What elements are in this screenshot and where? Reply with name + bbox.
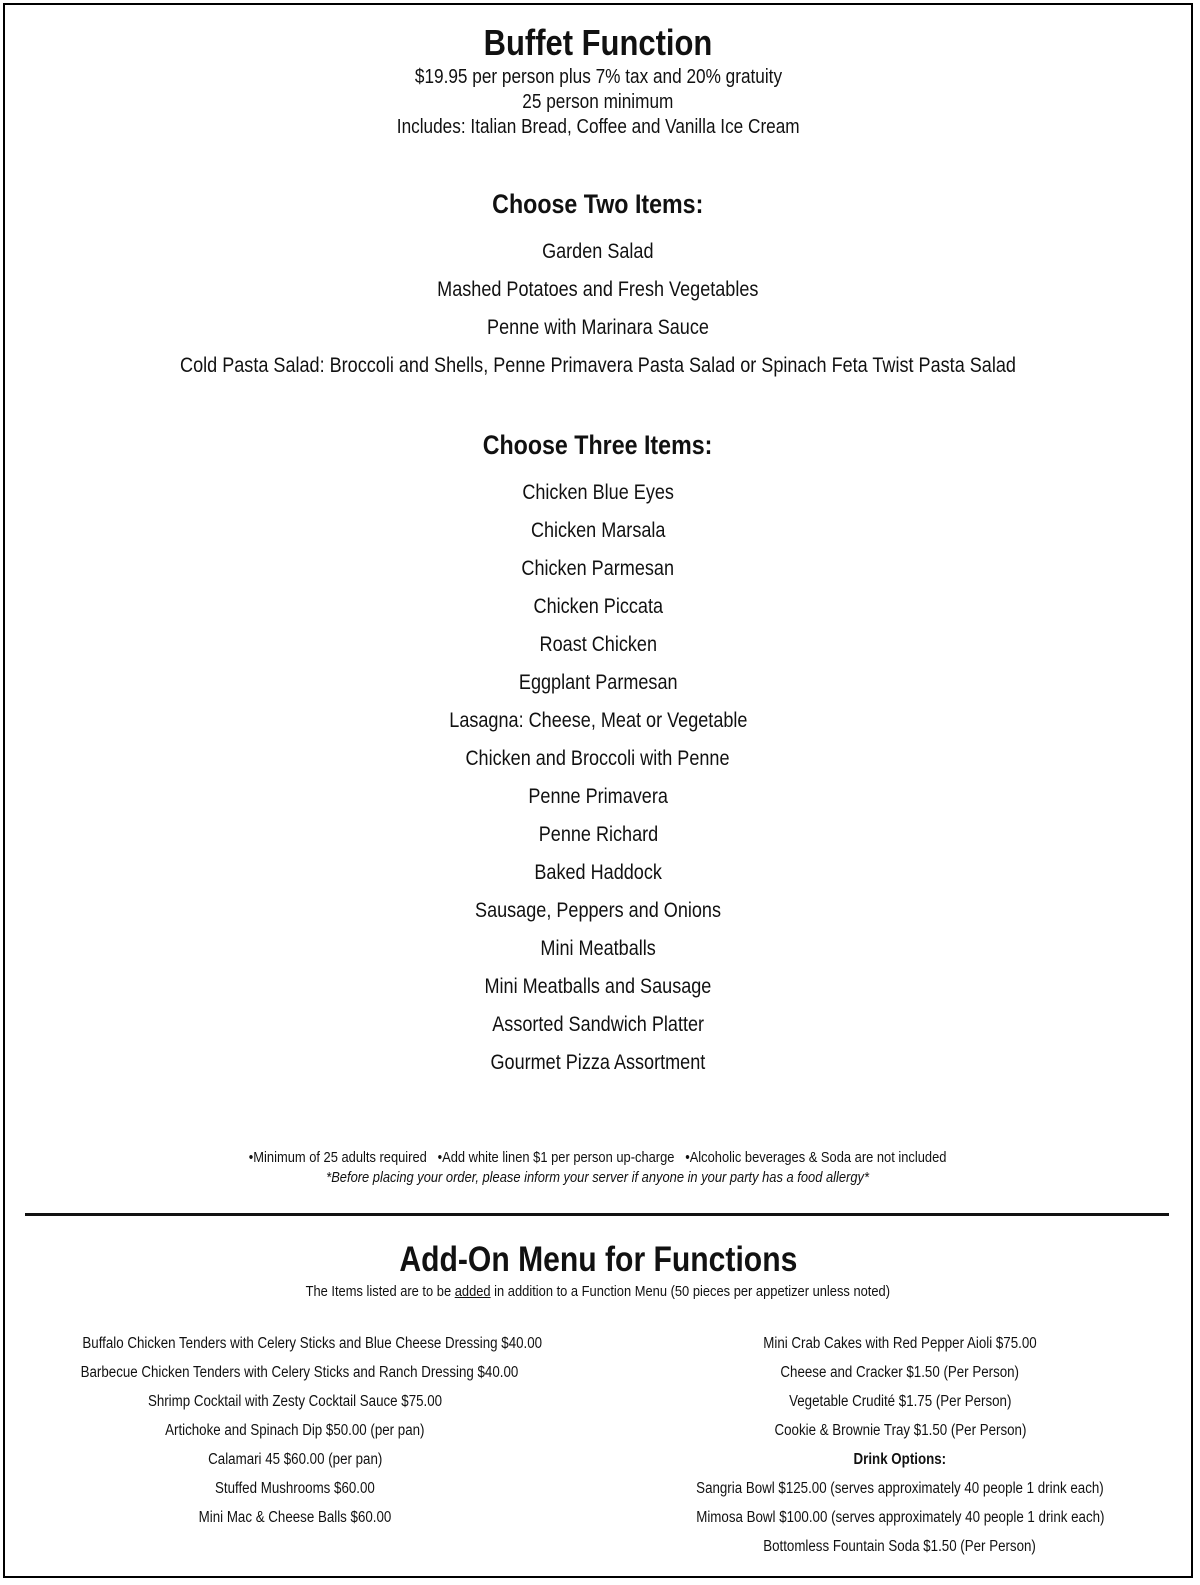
choose-three-item: Roast Chicken xyxy=(539,633,657,656)
choose-three-item: Chicken and Broccoli with Penne xyxy=(465,747,731,770)
choose-three-item: Lasagna: Cheese, Meat or Vegetable xyxy=(448,709,748,732)
choose-two-item: Mashed Potatoes and Fresh Vegetables xyxy=(437,278,759,301)
choose-three-item: Eggplant Parmesan xyxy=(518,671,678,694)
addon-item: Artichoke and Spinach Dip $50.00 (per pan) xyxy=(165,1422,425,1439)
choose-three-item: Baked Haddock xyxy=(534,861,662,884)
drink-options-heading: Drink Options: xyxy=(853,1451,947,1468)
addon-left-column xyxy=(45,1329,545,1532)
menu-page xyxy=(3,3,1193,1578)
allergy-note: *Before placing your order, please inform your server if anyone in your party has a food allergy* xyxy=(326,1169,870,1186)
choose-three-item: Penne Primavera xyxy=(528,785,668,808)
addon-item: Cookie & Brownie Tray $1.50 (Per Person) xyxy=(774,1422,1026,1439)
choose-three-item: Mini Meatballs xyxy=(540,937,656,960)
section-divider xyxy=(25,1213,1169,1216)
choose-three-item: Sausage, Peppers and Onions xyxy=(474,899,721,922)
addon-item: Calamari 45 $60.00 (per pan) xyxy=(207,1451,383,1468)
addon-item: Buffalo Chicken Tenders with Celery Sticks and Blue Cheese Dressing $40.00 xyxy=(82,1335,543,1352)
choose-three-item: Assorted Sandwich Platter xyxy=(492,1013,704,1036)
includes-line: Includes: Italian Bread, Coffee and Vanilla Ice Cream xyxy=(396,116,800,138)
addon-right-column xyxy=(645,1329,1155,1561)
choose-three-item: Chicken Blue Eyes xyxy=(522,481,674,504)
choose-two-item: Penne with Marinara Sauce xyxy=(487,316,709,339)
addon-item: Stuffed Mushrooms $60.00 xyxy=(215,1480,375,1497)
addon-item: Mini Mac & Cheese Balls $60.00 xyxy=(198,1509,392,1526)
minimum-line: 25 person minimum xyxy=(522,91,674,113)
addon-item: Sangria Bowl $125.00 (serves approximately 40 people 1 drink each) xyxy=(696,1480,1104,1497)
addon-item: Vegetable Crudité $1.75 (Per Person) xyxy=(788,1393,1012,1410)
addon-item: Barbecue Chicken Tenders with Celery Sticks and Ranch Dressing $40.00 xyxy=(80,1364,519,1381)
choose-three-item: Chicken Marsala xyxy=(530,519,666,542)
addon-title: Add-On Menu for Functions xyxy=(399,1240,797,1279)
choose-three-item: Penne Richard xyxy=(538,823,658,846)
addon-item: Cheese and Cracker $1.50 (Per Person) xyxy=(780,1364,1020,1381)
choose-three-heading: Choose Three Items: xyxy=(483,430,713,460)
choose-three-item: Chicken Piccata xyxy=(533,595,663,618)
choose-three-item: Gourmet Pizza Assortment xyxy=(490,1051,706,1074)
addon-item: Mini Crab Cakes with Red Pepper Aioli $75.00 xyxy=(763,1335,1037,1352)
page-title: Buffet Function xyxy=(483,22,713,63)
choose-two-item: Cold Pasta Salad: Broccoli and Shells, Penne Primavera Pasta Salad or Spinach Feta Twist Pasta Salad xyxy=(180,354,1016,377)
addon-subtitle: The Items listed are to be added in addition to a Function Menu (50 pieces per appetizer unless noted) xyxy=(305,1283,891,1300)
choose-two-heading: Choose Two Items: xyxy=(492,189,704,219)
choose-three-item: Mini Meatballs and Sausage xyxy=(484,975,712,998)
requirements-note: •Minimum of 25 adults required •Add white linen $1 per person up-charge •Alcoholic beverages & Soda are not included xyxy=(249,1149,947,1166)
choose-two-item: Garden Salad xyxy=(542,240,654,263)
choose-three-item: Chicken Parmesan xyxy=(521,557,675,580)
addon-item: Bottomless Fountain Soda $1.50 (Per Person) xyxy=(763,1538,1037,1555)
addon-item: Shrimp Cocktail with Zesty Cocktail Sauce $75.00 xyxy=(147,1393,443,1410)
addon-item: Mimosa Bowl $100.00 (serves approximately 40 people 1 drink each) xyxy=(695,1509,1105,1526)
price-line: $19.95 per person plus 7% tax and 20% gratuity xyxy=(414,66,782,88)
